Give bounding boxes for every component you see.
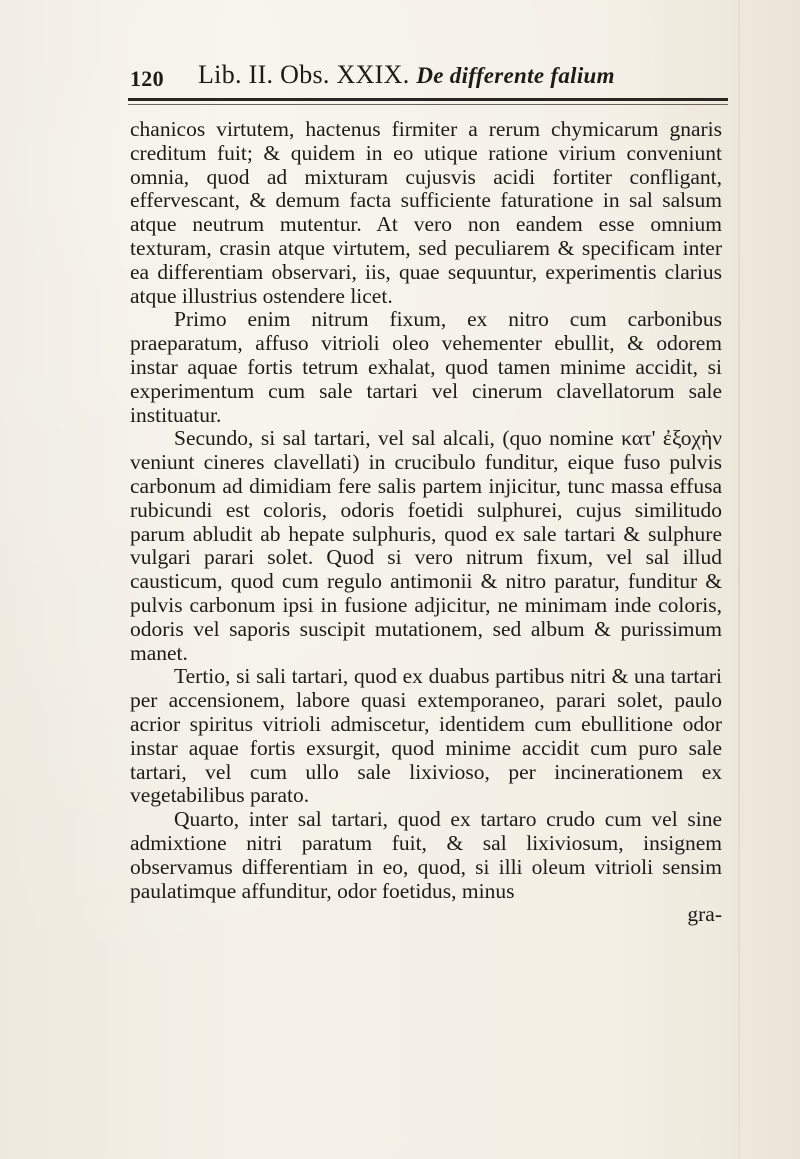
header-rule — [128, 98, 728, 101]
paragraph-2: Primo enim nitrum fixum, ex nitro cum carbonibus praeparatum, affuso vitrioli oleo vehementer ebullit, & odorem instar aquae fortis tetrum exhalat, quod tamen minime accidit, si experimentum cum sale tartari vel cinerum clavellatorum sale instituatur. — [130, 307, 722, 427]
page-crease — [738, 0, 740, 1159]
paragraph-5: Quarto, inter sal tartari, quod ex tartaro crudo cum vel sine admixtione nitri paratum fuit, & sal lixiviosum, insignem observamus differentiam in eo, quod, si illi oleum vitrioli sensim paulatimque affunditur, odor foetidus, minus — [130, 807, 722, 903]
paragraph-1: chanicos virtutem, hactenus firmiter a rerum chymicarum gnaris creditum fuit; & quidem in eo utique ratione virium conveniunt omnia, quod ad mixturam cujusvis acidi fortiter confligant, effervescant, & demum facta sufficiente faturatione in sal salsum atque neutrum mutentur. At vero non eandem esse omnium texturam, crasin atque virtutem, sed peculiarem & specificam inter ea differentiam observari, iis, quae sequuntur, experimentis clarius atque illustrius ostendere licet. — [130, 117, 722, 308]
catchword: gra- — [687, 902, 722, 927]
paragraph-4: Tertio, si sali tartari, quod ex duabus partibus nitri & una tartari per accensionem, labore quasi extemporaneo, parari solet, paulo acrior spiritus vitrioli admiscetur, identidem cum ebullitione odor instar aquae fortis exsurgit, quod minime accidit cum puro sale tartari, vel cum ullo sale lixivioso, per incinerationem ex vegetabilibus parato. — [130, 664, 722, 808]
running-header — [130, 58, 715, 98]
page-number: 120 — [130, 66, 164, 91]
header-rule-thin — [128, 104, 728, 105]
paragraph-3: Secundo, si sal tartari, vel sal alcali, (quo nomine κατ' ἐξοχὴν veniunt cineres clavellati) in crucibulo funditur, eique fuso pulvis carbonum ad dimidiam fere salis partem injicitur, tunc massa effusa rubicundi est coloris, odoris foetidi sulphurei, cujus similitudo parum abludit ab hepate sulphuris, quod ex sale tartari & sulphure vulgari parari solet. Quod si vero nitrum fixum, vel sal illud causticum, quod cum regulo antimonii & nitro paratur, funditur & pulvis carbonum ipsi in fusione adjicitur, ne minimam inde coloris, odoris vel saporis suscipit mutationem, sed album & purissimum manet. — [130, 426, 722, 665]
running-head-book: Lib. II. Obs. XXIX. — [198, 60, 410, 89]
body-text — [130, 118, 722, 927]
running-head — [198, 60, 615, 90]
running-head-title: De differente falium — [416, 63, 615, 88]
